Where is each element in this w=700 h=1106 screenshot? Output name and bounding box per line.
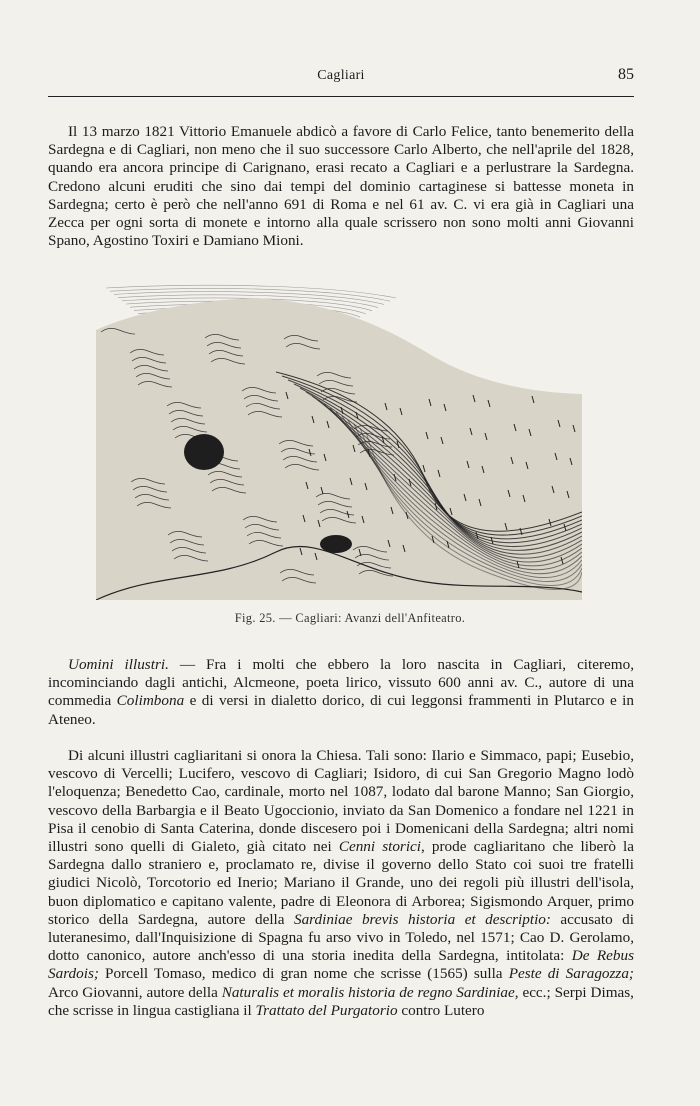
header-rule [48, 96, 634, 97]
text-run: Porcell Tomaso, medico di gran nome che scrisse (1565) sulla [98, 965, 509, 983]
italic-title: Naturalis et moralis historia de regno Sardiniae [221, 983, 515, 1001]
text-run: contro Lutero [397, 1001, 485, 1019]
italic-title: Trattato del Purgatorio [255, 1001, 398, 1019]
italic-title: Sardiniae brevis historia et descriptio: [293, 910, 551, 928]
figure-caption: Fig. 25. — Cagliari: Avanzi dell'Anfiteatro. [234, 611, 466, 625]
page-number: 85 [618, 66, 634, 83]
text-run: , prode cagliaritano che liberò la Sardegna dallo straniero e, proclamato re, divise il governo dello Stato coi suoi tre fratelli giudici Nicolò, Torcotorio ed Inerio; Mariano il Grande, uno dei regoli più illustri dell'isola, buon diplomatico e capitano valente, padre di Eleonora di Arborea; Sigismondo Arquer, primo storico della Sardegna, autore della [48, 838, 634, 928]
running-title: Cagliari [317, 68, 365, 83]
text-run: e di versi in dialetto dorico, di cui leggonsi frammenti in Plutarco e in Ateneo. [48, 692, 634, 728]
text-run: , ecc.; Serpi Dimas, che scrisse in lingua castigliana il [48, 983, 634, 1019]
text-run: — Fra i molti che ebbero la loro nascita in Cagliari, citeremo, incominciando dagli antichi, Alcmeone, poeta lirico, vissuto 600 anni av. C., autore di una commedia [48, 656, 634, 710]
text-run: Di alcuni illustri cagliaritani si onora la Chiesa. Tali sono: Ilario e Simmaco, papi; Eusebio, vescovo di Vercelli; Lucifero, vescovo di Cagliari; Isidoro, di cui San Gregorio Magno lodò l'eloquenza; Benedetto Cao, cardinale, morto nel 1087, lodato dal barone Manno; San Giorgio, vescovo della Barbargia e il Beato Ugoccionio, inviato da San Domenico a fondare nel 1221 in Pisa il cenobio di Santa Caterina, donde discesero poi i Domenicani della Sardegna; altri nomi illustri sono quelli di Gialeto, già citato nei [48, 747, 634, 856]
amphitheatre-engraving [96, 282, 582, 600]
paragraph-uomini-illustri [48, 656, 634, 729]
italic-title: Peste di Saragozza; [508, 965, 634, 983]
cave-opening-left [184, 434, 224, 470]
italic-title: Colimbona [116, 692, 185, 710]
section-heading: Uomini illustri. [68, 656, 169, 673]
paragraph-abdication: Il 13 marzo 1821 Vittorio Emanuele abdicò a favore di Carlo Felice, tanto benemerito della Sardegna e di Cagliari, non meno che il suo successore Carlo Alberto, che nell'aprile del 1828, quando era ancora principe di Carignano, erasi recato a Cagliari e a perlustrare la Sardegna. Credono alcuni eruditi che sino dai tempi del dominio cartaginese si battesse moneta in Sardegna; certo è però che nell'anno 691 di Roma e nel 61 av. C. vi era già in Cagliari una Zecca per ogni sorta di monete e intorno alla quale scrissero non sono molti anni Giovanni Spano, Agostino Toxiri e Damiano Mioni. [48, 123, 634, 250]
text-run: Arco Giovanni, autore della [48, 983, 222, 1001]
italic-title: Cenni storici [338, 838, 422, 856]
paragraph-chiesa [48, 747, 634, 1020]
italic-title: De Rebus Sardois; [48, 947, 634, 983]
text-run: accusato di luteranesimo, dall'Inquisizione di Spagna fu arso vivo in Toledo, nel 1571; Cao D. Gerolamo, dotto canonico, autore anch'esso di una storia inedita della Sardegna, intitolata: [48, 910, 634, 965]
page-header [48, 64, 634, 90]
